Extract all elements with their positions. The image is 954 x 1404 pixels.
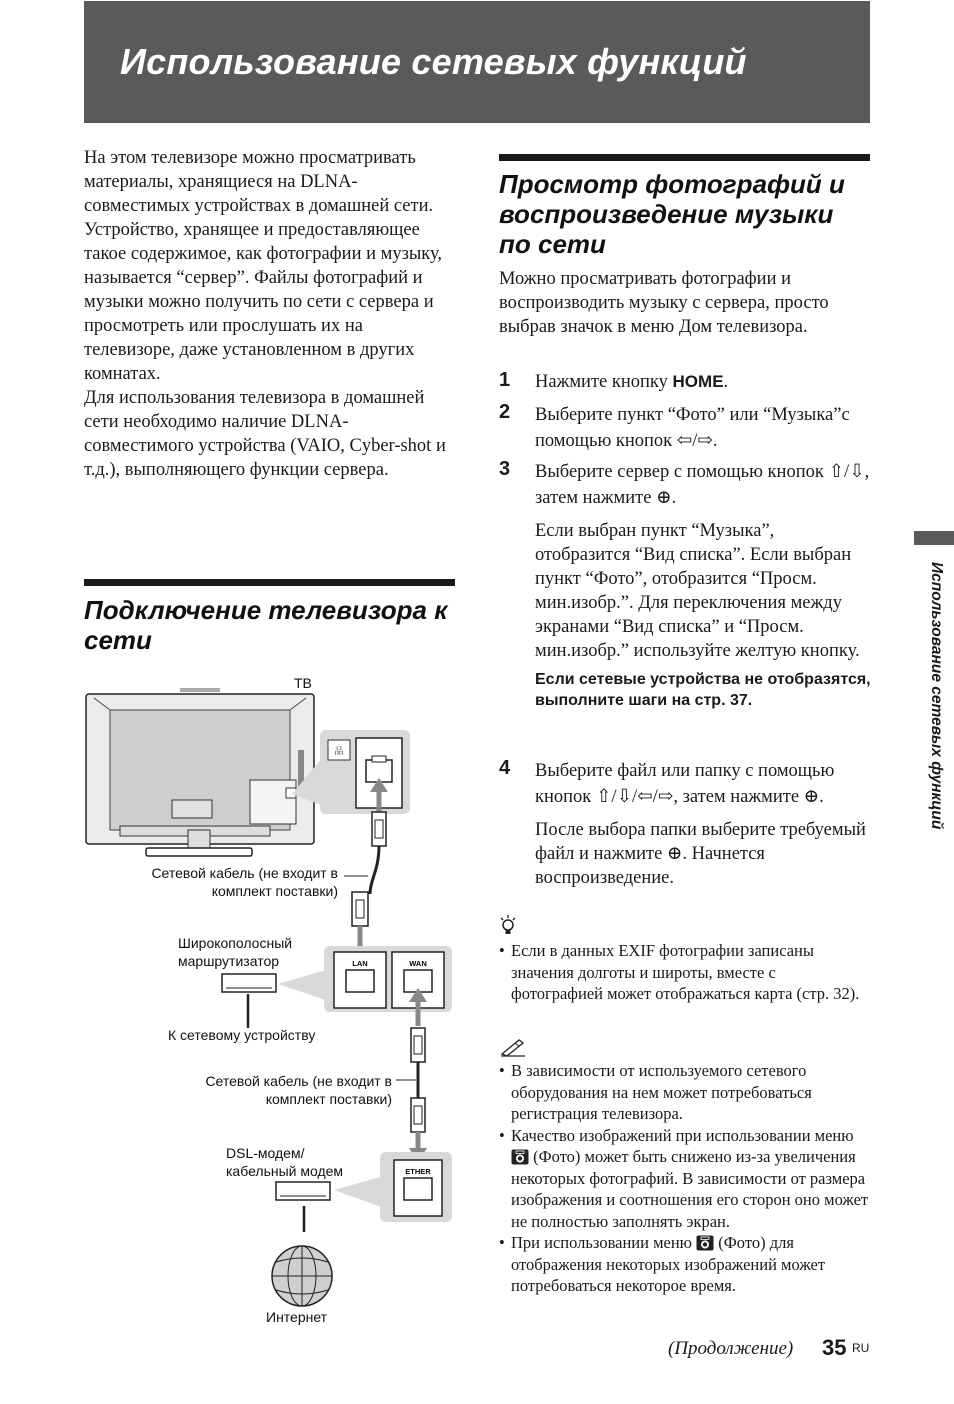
note-item: • При использовании меню (Фото) для отображения некоторых изображений может потребоваться некоторое время. [499,1232,871,1297]
step-number: 2 [499,401,511,423]
tip-item: • Если в данных EXIF фотографии записаны значения долготы и широты, вместе с фотографией может отображаться карта (стр. 32). [499,940,871,1005]
page-suffix: RU [852,1341,870,1355]
side-tab-label: Использование сетевых функций [928,562,945,830]
lightbulb-icon [499,914,519,936]
side-tab-marker [914,531,954,545]
step-text: Выберите файл или папку с помощью кнопок ⇧/⇩/⇦/⇨, затем нажмите ⊕. [535,761,835,807]
intro-paragraph: Устройство, хранящее и предоставляющее такое содержимое, как фотографии и музыку, называется “сервер”. Файлы фотографий и музыки можно получить по сети с сервера и просмотреть или прослушать их на телевизоре, даже установленном в других комнатах. [84,220,443,384]
cable-router-to-modem [396,988,427,1162]
diagram-drawing [80,670,460,1340]
tv-label: ТВ [294,675,312,691]
step-note: Если сетевые устройства не отобразятся, выполните шаги на стр. 37. [535,671,871,709]
router-label: Широкополосный маршрутизатор [178,935,293,969]
section-heading-view: Просмотр фотографий и воспроизведение музыки по сети [499,169,845,259]
step-text: Выберите пункт “Фото” или “Музыка”с помощью кнопок ⇦/⇨. [535,405,850,451]
intro-paragraph: На этом телевизоре можно просматривать материалы, хранящиеся на DLNA-совместимых устройствах в домашней сети. [84,148,434,216]
intro-text [84,146,454,482]
step-continuation: Если выбран пункт “Музыка”, отобразится “Вид списка”. Если выбран пункт “Фото”, отобразится “Просм. мин.изобр.”. Для переключения между экранами “Вид списка” и “Просм. мин.изобр.” используйте желтую кнопку. [535,521,860,661]
step-text: Нажмите кнопку [535,372,673,392]
step-4 [499,758,871,890]
cable-label-2: Сетевой кабель (не входит в комплект поставки) [205,1073,392,1107]
section-rule [499,154,870,161]
port-lan-label: LAN [352,959,368,968]
internet-globe-icon [272,1246,332,1306]
to-device-label: К сетевому устройству [168,1027,316,1043]
step-2 [499,402,871,454]
step-3 [499,459,871,711]
note-item: • В зависимости от используемого сетевого оборудования на нем может потребоваться регистрация телевизора. [499,1060,871,1125]
step-continuation: После выбора папки выберите требуемый файл и нажмите ⊕. Начнется воспроизведение. [535,820,866,888]
step-number: 1 [499,369,511,391]
page-title: Использование сетевых функций [120,41,747,82]
intro-paragraph: Для использования телевизора в домашней сети необходимо наличие DLNA-совместимого устройства (VAIO, Cyber-shot и т.д.), выполняющего функции сервера. [84,388,446,480]
step-number: 4 [499,757,511,779]
internet-label: Интернет [266,1309,328,1325]
title-banner [84,1,870,123]
tv-illustration [86,688,314,856]
section-heading-connect: Подключение телевизора к сети [84,595,448,655]
camera-icon [696,1235,714,1251]
step-1: 1 Нажмите кнопку HOME. [499,369,729,392]
camera-icon [511,1149,529,1165]
step-text: Выберите сервер с помощью кнопок ⇧/⇩, затем нажмите ⊕. [535,462,870,508]
continued-label: (Продолжение) [668,1338,794,1359]
network-connection-diagram [80,670,460,1340]
pencil-icon [499,1037,527,1057]
tips-list [499,940,871,1005]
page-number: 35 [822,1335,847,1360]
svg-text:品: 品 [334,746,344,756]
modem-label: DSL-модем/ кабельный модем [226,1145,344,1179]
section-view-intro: Можно просматривать фотографии и воспроизводить музыку с сервера, просто выбрав значок в меню Дом телевизора. [499,269,829,337]
home-key-label: HOME [672,372,724,391]
notes-list [499,1060,871,1297]
note-item: • Качество изображений при использовании меню (Фото) может быть снижено из-за увеличения некоторых фотографий. В зависимости от размера изображения и соотношения его сторон оно может не полностью заполнять экран. [499,1125,871,1233]
port-ether-label: ETHER [405,1167,431,1176]
step-number: 3 [499,458,511,480]
section-rule [84,579,455,586]
cable-label-1: Сетевой кабель (не входит в комплект поставки) [151,865,338,899]
port-wan-label: WAN [409,959,427,968]
